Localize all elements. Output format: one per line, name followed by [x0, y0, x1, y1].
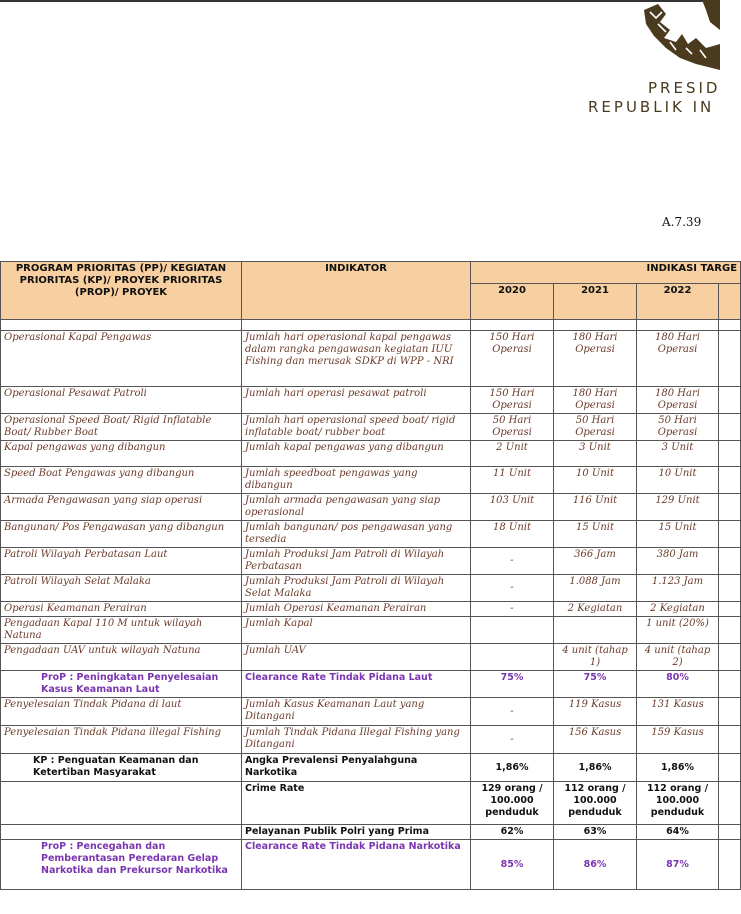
cell-program	[1, 320, 242, 331]
cell-next	[719, 840, 741, 890]
cell-2020: 103 Unit	[471, 494, 554, 521]
cell-indikator: Angka Prevalensi Penyalahguna Narkotika	[242, 754, 471, 782]
table-row	[1, 644, 741, 671]
cell-next	[719, 467, 741, 494]
table-row	[1, 617, 741, 644]
cell-2021: 4 unit (tahap 1)	[554, 644, 637, 671]
garuda-emblem-icon	[636, 0, 720, 70]
cell-next	[719, 331, 741, 387]
cell-2021	[554, 617, 637, 644]
cell-program: ProP : Peningkatan Penyelesaian Kasus Keamanan Laut	[1, 671, 242, 698]
cell-2020: -	[471, 726, 554, 754]
cell-indikator: Clearance Rate Tindak Pidana Laut	[242, 671, 471, 698]
cell-program: Pengadaan Kapal 110 M untuk wilayah Natuna	[1, 617, 242, 644]
document-code: A.7.39	[662, 215, 702, 229]
cell-program: Pengadaan UAV untuk wilayah Natuna	[1, 644, 242, 671]
target-table	[0, 261, 741, 890]
table-row	[1, 494, 741, 521]
logo-text-presiden: PRESID	[648, 79, 721, 97]
cell-2022: 10 Unit	[637, 467, 719, 494]
table-row	[1, 548, 741, 575]
cell-indikator: Jumlah hari operasi pesawat patroli	[242, 387, 471, 414]
cell-2022: 87%	[637, 840, 719, 890]
cell-next	[719, 575, 741, 602]
table-row	[1, 671, 741, 698]
cell-2020: 150 Hari Operasi	[471, 387, 554, 414]
cell-2021: 112 orang / 100.000 penduduk	[554, 782, 637, 825]
cell-program: Patroli Wilayah Perbatasan Laut	[1, 548, 242, 575]
table-row	[1, 441, 741, 467]
cell-2020: 1,86%	[471, 754, 554, 782]
table-row	[1, 320, 741, 331]
cell-2021: 3 Unit	[554, 441, 637, 467]
cell-next	[719, 617, 741, 644]
cell-2022: 15 Unit	[637, 521, 719, 548]
cell-next	[719, 726, 741, 754]
cell-next	[719, 320, 741, 331]
cell-program: Operasi Keamanan Perairan	[1, 602, 242, 617]
cell-next	[719, 644, 741, 671]
cell-2020: 2 Unit	[471, 441, 554, 467]
table-row	[1, 521, 741, 548]
cell-2021: 2 Kegiatan	[554, 602, 637, 617]
cell-2021	[554, 320, 637, 331]
cell-2022: 2 Kegiatan	[637, 602, 719, 617]
cell-next	[719, 825, 741, 840]
table-row	[1, 414, 741, 441]
header-year-2020: 2020	[471, 284, 554, 320]
cell-next	[719, 414, 741, 441]
cell-program: ProP : Pencegahan dan Pemberantasan Peredaran Gelap Narkotika dan Prekursor Narkotika	[1, 840, 242, 890]
header-year-2022: 2022	[637, 284, 719, 320]
cell-indikator: Jumlah UAV	[242, 644, 471, 671]
cell-program: Penyelesaian Tindak Pidana illegal Fishing	[1, 726, 242, 754]
cell-2020: 85%	[471, 840, 554, 890]
cell-program: Operasional Pesawat Patroli	[1, 387, 242, 414]
cell-2020: -	[471, 602, 554, 617]
cell-2020: 50 Hari Operasi	[471, 414, 554, 441]
cell-2021: 15 Unit	[554, 521, 637, 548]
header-indikator: INDIKATOR	[242, 262, 471, 320]
cell-indikator: Crime Rate	[242, 782, 471, 825]
cell-program: Armada Pengawasan yang siap operasi	[1, 494, 242, 521]
cell-2020: 11 Unit	[471, 467, 554, 494]
cell-2021: 50 Hari Operasi	[554, 414, 637, 441]
cell-2022: 64%	[637, 825, 719, 840]
cell-program: KP : Penguatan Keamanan dan Ketertiban Masyarakat	[1, 754, 242, 782]
cell-2022: 1 unit (20%)	[637, 617, 719, 644]
cell-2021: 1.088 Jam	[554, 575, 637, 602]
cell-indikator: Jumlah armada pengawasan yang siap operasional	[242, 494, 471, 521]
cell-2022: 159 Kasus	[637, 726, 719, 754]
cell-2022: 50 Hari Operasi	[637, 414, 719, 441]
table-row	[1, 331, 741, 387]
cell-2022: 1,86%	[637, 754, 719, 782]
cell-2020: 62%	[471, 825, 554, 840]
cell-indikator: Jumlah Produksi Jam Patroli di Wilayah Selat Malaka	[242, 575, 471, 602]
cell-next	[719, 494, 741, 521]
cell-2020: 75%	[471, 671, 554, 698]
cell-next	[719, 602, 741, 617]
table-row	[1, 575, 741, 602]
cell-2021: 86%	[554, 840, 637, 890]
table-row	[1, 387, 741, 414]
cell-next	[719, 698, 741, 726]
table-row	[1, 825, 741, 840]
cell-next	[719, 548, 741, 575]
cell-next	[719, 782, 741, 825]
cell-program: Operasional Kapal Pengawas	[1, 331, 242, 387]
cell-2022: 3 Unit	[637, 441, 719, 467]
cell-indikator: Jumlah Operasi Keamanan Perairan	[242, 602, 471, 617]
cell-2021: 119 Kasus	[554, 698, 637, 726]
table-row	[1, 698, 741, 726]
cell-2021: 366 Jam	[554, 548, 637, 575]
cell-next	[719, 387, 741, 414]
header-indikasi-target: INDIKASI TARGE	[471, 262, 741, 284]
cell-2020: -	[471, 698, 554, 726]
cell-indikator: Jumlah Tindak Pidana Illegal Fishing yang Ditangani	[242, 726, 471, 754]
cell-2021: 63%	[554, 825, 637, 840]
header-year-2021: 2021	[554, 284, 637, 320]
cell-2022: 4 unit (tahap 2)	[637, 644, 719, 671]
cell-2020: -	[471, 548, 554, 575]
cell-program: Speed Boat Pengawas yang dibangun	[1, 467, 242, 494]
cell-2020	[471, 617, 554, 644]
cell-2021: 1,86%	[554, 754, 637, 782]
cell-indikator: Jumlah hari operasional kapal pengawas dalam rangka pengawasan kegiatan IUU Fishing dan merusak SDKP di WPP - NRI	[242, 331, 471, 387]
cell-2020: -	[471, 575, 554, 602]
cell-2020	[471, 644, 554, 671]
table-row	[1, 782, 741, 825]
header-program: PROGRAM PRIORITAS (PP)/ KEGIATAN PRIORITAS (KP)/ PROYEK PRIORITAS (PROP)/ PROYEK	[1, 262, 242, 320]
cell-indikator: Jumlah speedboat pengawas yang dibangun	[242, 467, 471, 494]
cell-2021: 180 Hari Operasi	[554, 331, 637, 387]
cell-program: Patroli Wilayah Selat Malaka	[1, 575, 242, 602]
cell-indikator: Jumlah Kasus Keamanan Laut yang Ditangani	[242, 698, 471, 726]
table-row	[1, 602, 741, 617]
cell-2020	[471, 320, 554, 331]
cell-program	[1, 825, 242, 840]
cell-next	[719, 441, 741, 467]
cell-2021: 116 Unit	[554, 494, 637, 521]
cell-indikator: Jumlah Produksi Jam Patroli di Wilayah Perbatasan	[242, 548, 471, 575]
cell-2022: 1.123 Jam	[637, 575, 719, 602]
cell-next	[719, 671, 741, 698]
cell-next	[719, 754, 741, 782]
cell-2022: 112 orang / 100.000 penduduk	[637, 782, 719, 825]
cell-indikator: Jumlah bangunan/ pos pengawasan yang tersedia	[242, 521, 471, 548]
table-row	[1, 467, 741, 494]
cell-2022: 180 Hari Operasi	[637, 387, 719, 414]
cell-indikator: Jumlah hari operasional speed boat/ rigid inflatable boat/ rubber boat	[242, 414, 471, 441]
cell-program: Operasional Speed Boat/ Rigid Inflatable Boat/ Rubber Boat	[1, 414, 242, 441]
cell-2022: 380 Jam	[637, 548, 719, 575]
cell-2022: 80%	[637, 671, 719, 698]
top-border	[0, 0, 720, 2]
cell-2022: 131 Kasus	[637, 698, 719, 726]
cell-2022: 129 Unit	[637, 494, 719, 521]
header-year-next	[719, 284, 741, 320]
cell-2022	[637, 320, 719, 331]
cell-2022: 180 Hari Operasi	[637, 331, 719, 387]
table-row	[1, 754, 741, 782]
cell-2021: 10 Unit	[554, 467, 637, 494]
cell-2021: 75%	[554, 671, 637, 698]
cell-2021: 156 Kasus	[554, 726, 637, 754]
cell-indikator	[242, 320, 471, 331]
cell-indikator: Jumlah Kapal	[242, 617, 471, 644]
table-row	[1, 726, 741, 754]
cell-program: Penyelesaian Tindak Pidana di laut	[1, 698, 242, 726]
cell-program: Kapal pengawas yang dibangun	[1, 441, 242, 467]
table-row	[1, 840, 741, 890]
cell-program: Bangunan/ Pos Pengawasan yang dibangun	[1, 521, 242, 548]
cell-2020: 18 Unit	[471, 521, 554, 548]
cell-2020: 129 orang / 100.000 penduduk	[471, 782, 554, 825]
cell-indikator: Pelayanan Publik Polri yang Prima	[242, 825, 471, 840]
cell-program	[1, 782, 242, 825]
cell-2021: 180 Hari Operasi	[554, 387, 637, 414]
cell-2020: 150 Hari Operasi	[471, 331, 554, 387]
cell-indikator: Clearance Rate Tindak Pidana Narkotika	[242, 840, 471, 890]
cell-indikator: Jumlah kapal pengawas yang dibangun	[242, 441, 471, 467]
logo-text-republik: REPUBLIK IN	[588, 98, 715, 116]
cell-next	[719, 521, 741, 548]
